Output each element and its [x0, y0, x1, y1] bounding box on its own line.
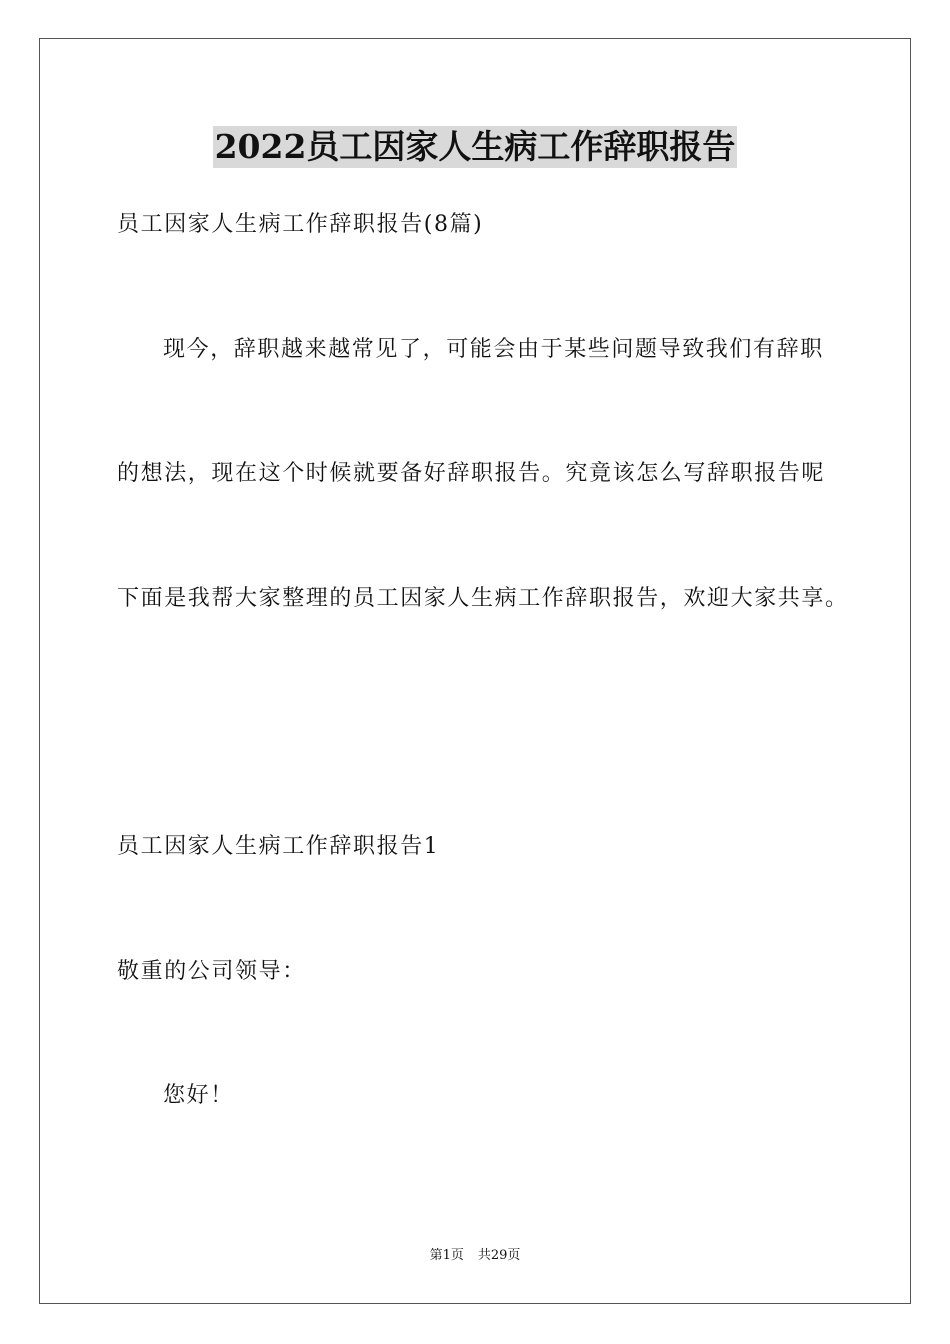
intro-line-2: 的想法，现在这个时候就要备好辞职报告。究竟该怎么写辞职报告呢	[117, 461, 826, 486]
page-footer	[0, 1247, 950, 1265]
intro-line-3: 下面是我帮大家整理的员工因家人生病工作辞职报告，欢迎大家共享。	[117, 586, 849, 611]
title-container	[0, 126, 950, 168]
greeting: 您好！	[163, 1083, 234, 1108]
intro-line-1: 现今，辞职越来越常见了，可能会由于某些问题导致我们有辞职	[163, 337, 824, 362]
document-title: 2022员工因家人生病工作辞职报告	[214, 127, 736, 166]
salutation: 敬重的公司领导：	[117, 959, 306, 984]
page-number-current: 第1页	[429, 1248, 464, 1263]
page-number-total: 共29页	[477, 1248, 521, 1263]
document-subtitle: 员工因家人生病工作辞职报告(8篇)	[117, 212, 484, 237]
section-heading: 员工因家人生病工作辞职报告1	[117, 834, 440, 859]
